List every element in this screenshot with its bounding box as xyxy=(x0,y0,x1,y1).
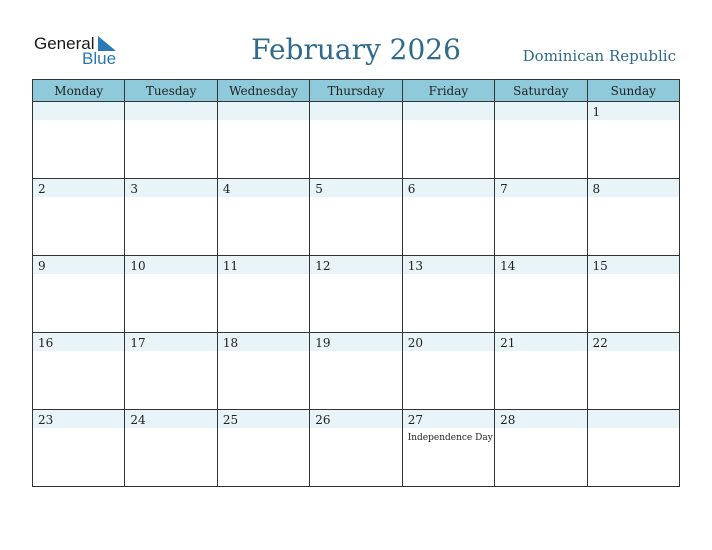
day-number-band xyxy=(495,179,586,197)
day-cell xyxy=(495,102,587,179)
day-number-band xyxy=(33,256,124,274)
day-number-band xyxy=(218,179,309,197)
day-number-band xyxy=(588,410,679,428)
day-number: 5 xyxy=(315,182,323,196)
day-number: 15 xyxy=(592,259,608,273)
day-cell xyxy=(33,256,125,333)
day-cell xyxy=(217,102,309,179)
country-name: Dominican Republic xyxy=(522,47,676,65)
day-cell xyxy=(217,256,309,333)
day-cell xyxy=(217,333,309,410)
day-cell xyxy=(495,256,587,333)
day-cell xyxy=(217,410,309,487)
week-row xyxy=(33,256,680,333)
week-row xyxy=(33,333,680,410)
day-number: 17 xyxy=(130,336,146,350)
day-cell xyxy=(402,179,494,256)
day-cell xyxy=(310,410,402,487)
day-number: 23 xyxy=(38,413,54,427)
day-number: 25 xyxy=(222,413,239,427)
day-number-band xyxy=(403,179,494,197)
day-number: 26 xyxy=(315,413,331,427)
calendar-body xyxy=(33,102,680,487)
day-number: 7 xyxy=(500,182,508,196)
day-cell xyxy=(587,333,679,410)
weekday-header-saturday: Saturday xyxy=(495,80,587,102)
weekday-header-tuesday: Tuesday xyxy=(125,80,217,102)
day-number: 28 xyxy=(500,413,516,427)
day-cell xyxy=(587,256,679,333)
day-cell xyxy=(125,410,217,487)
day-number: 12 xyxy=(315,259,331,273)
day-number: 10 xyxy=(130,259,146,273)
day-number: 20 xyxy=(407,336,423,350)
week-row xyxy=(33,410,680,487)
day-number: 22 xyxy=(592,336,608,350)
day-number-band xyxy=(125,179,216,197)
day-cell xyxy=(310,333,402,410)
day-cell xyxy=(33,179,125,256)
holiday-label: Independence Day xyxy=(407,433,493,443)
logo-general-text: General xyxy=(34,34,95,53)
day-cell xyxy=(587,102,679,179)
day-cell xyxy=(495,410,587,487)
day-number-band xyxy=(588,179,679,197)
day-number: 4 xyxy=(222,182,231,196)
day-cell xyxy=(310,256,402,333)
day-cell xyxy=(402,102,494,179)
day-cell xyxy=(495,179,587,256)
day-number: 1 xyxy=(592,105,601,119)
day-number-band xyxy=(310,179,401,197)
weekday-header-friday: Friday xyxy=(402,80,494,102)
weekday-header-sunday: Sunday xyxy=(587,80,679,102)
day-cell xyxy=(402,410,494,487)
logo-blue-text: Blue xyxy=(82,49,117,68)
day-cell xyxy=(125,256,217,333)
weekday-header-monday: Monday xyxy=(33,80,125,102)
day-number: 27 xyxy=(407,413,423,427)
day-number-band xyxy=(125,102,216,120)
day-cell xyxy=(33,410,125,487)
day-number: 21 xyxy=(500,336,516,350)
day-cell xyxy=(125,179,217,256)
day-cell xyxy=(33,333,125,410)
day-cell xyxy=(402,333,494,410)
day-number-band xyxy=(588,102,679,120)
day-number-band xyxy=(495,102,586,120)
day-number: 6 xyxy=(407,182,416,196)
day-number: 8 xyxy=(592,182,601,196)
day-number: 24 xyxy=(130,413,146,427)
day-number-band xyxy=(310,102,401,120)
weekday-header-wednesday: Wednesday xyxy=(217,80,309,102)
day-number-band xyxy=(403,102,494,120)
day-cell xyxy=(587,179,679,256)
day-number: 13 xyxy=(407,259,423,273)
day-number: 19 xyxy=(315,336,331,350)
day-cell xyxy=(402,256,494,333)
calendar-grid xyxy=(32,79,680,487)
day-number: 16 xyxy=(38,336,54,350)
week-row xyxy=(33,179,680,256)
week-row xyxy=(33,102,680,179)
weekday-header-row xyxy=(33,80,680,102)
calendar-title: February 2026 xyxy=(251,33,461,66)
day-number: 2 xyxy=(38,182,46,196)
day-number: 11 xyxy=(222,259,239,273)
day-cell xyxy=(495,333,587,410)
day-cell xyxy=(125,333,217,410)
day-cell xyxy=(217,179,309,256)
day-number: 18 xyxy=(222,336,239,350)
day-cell xyxy=(587,410,679,487)
day-number-band xyxy=(218,102,309,120)
day-number: 9 xyxy=(38,259,46,273)
day-number-band xyxy=(33,102,124,120)
day-number: 3 xyxy=(130,182,139,196)
day-cell xyxy=(33,102,125,179)
day-number-band xyxy=(33,179,124,197)
weekday-header-thursday: Thursday xyxy=(310,80,402,102)
day-number: 14 xyxy=(500,259,516,273)
day-cell xyxy=(125,102,217,179)
day-cell xyxy=(310,102,402,179)
day-cell xyxy=(310,179,402,256)
